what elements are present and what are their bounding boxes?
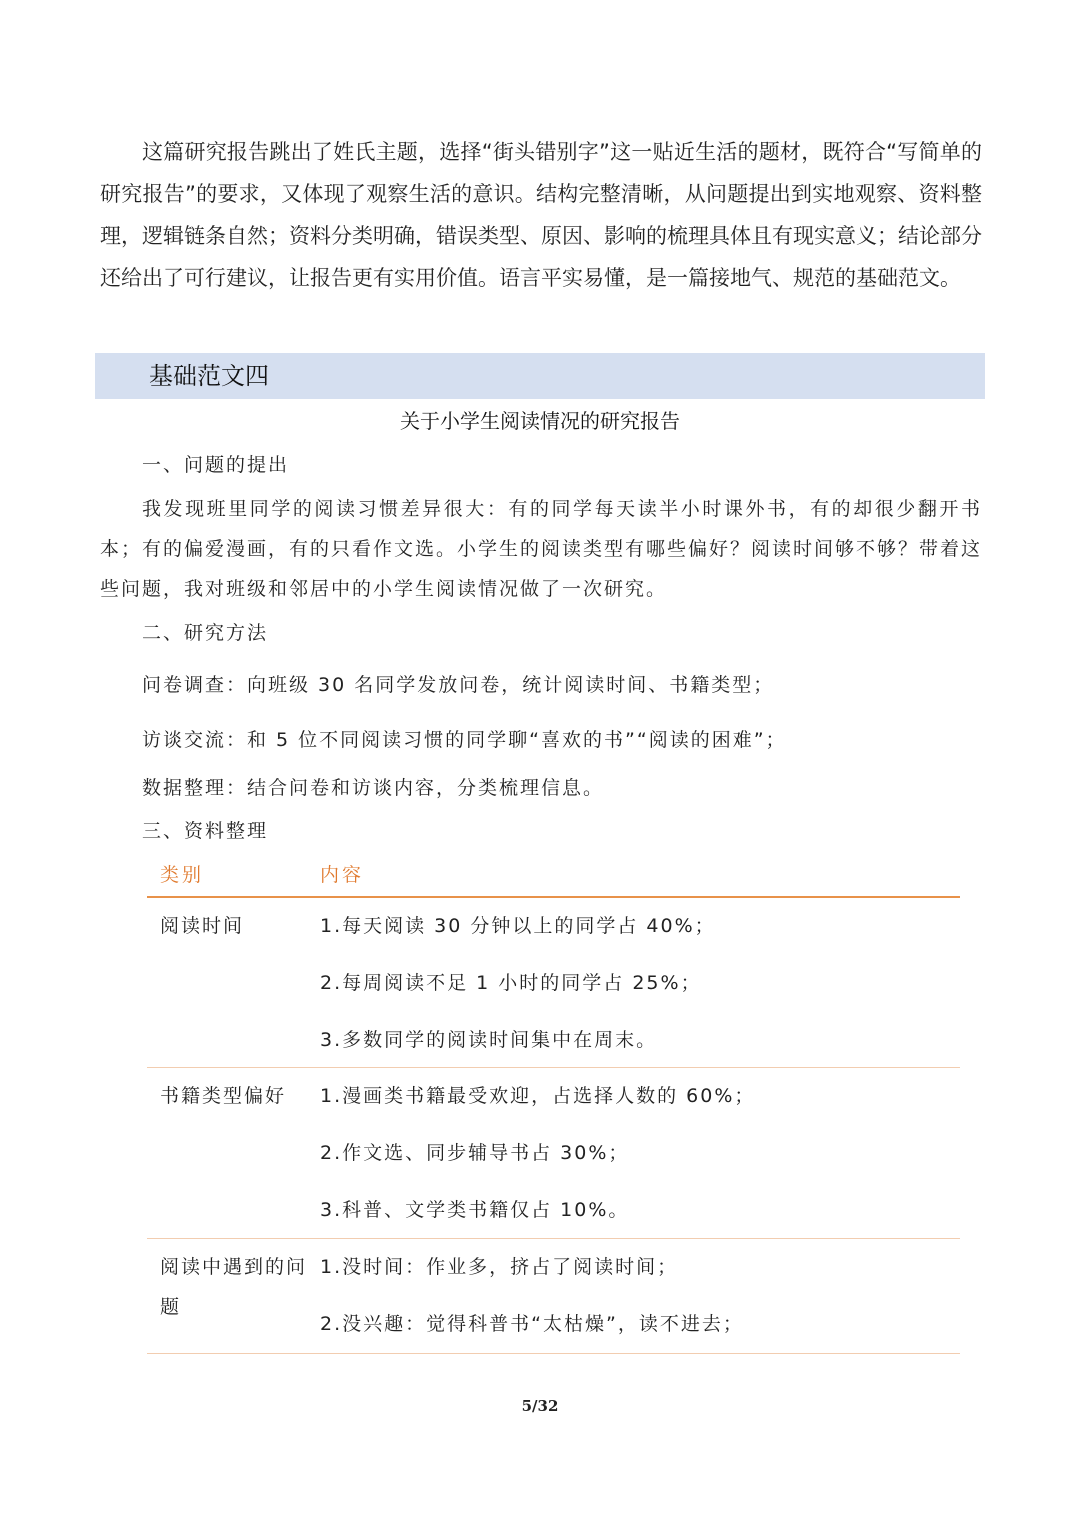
header-category: 类别	[160, 864, 205, 886]
table-row	[147, 1239, 960, 1354]
row-item: 1.每天阅读 30 分钟以上的同学占 40%；	[320, 915, 716, 937]
table-header	[147, 856, 960, 898]
method-item: 访谈交流：和 5 位不同阅读习惯的同学聊“喜欢的书”“阅读的困难”；	[142, 729, 787, 751]
page-number: 5/32	[521, 1397, 559, 1415]
section3-heading: 三、资料整理	[142, 820, 269, 842]
row-item: 2.没兴趣：觉得科普书“太枯燥”，读不进去；	[320, 1313, 744, 1335]
method-item: 数据整理：结合问卷和访谈内容，分类梳理信息。	[142, 777, 605, 799]
method-item: 问卷调查：向班级 30 名同学发放问卷，统计阅读时间、书籍类型；	[142, 674, 775, 696]
table-row	[147, 898, 960, 1068]
row-item: 1.没时间：作业多，挤占了阅读时间；	[320, 1256, 679, 1278]
header-content: 内容	[320, 864, 365, 886]
section-banner	[95, 353, 985, 399]
banner-title: 基础范文四	[149, 362, 269, 390]
row-items	[320, 912, 716, 1083]
table-row	[147, 1068, 960, 1239]
row-items	[320, 1082, 755, 1253]
row-category: 阅读中遇到的问题	[160, 1256, 308, 1318]
data-table	[147, 856, 960, 1354]
intro-paragraph: 这篇研究报告跳出了姓氏主题，选择“街头错别字”这一贴近生活的题材，既符合“写简单的研究报告”的要求，又体现了观察生活的意识。结构完整清晰，从问题提出到实地观察、资料整理，逻辑链条自然；资料分类明确，错误类型、原因、影响的梳理具体且有现实意义；结论部分还给出了可行建议，让报告更有实用价值。语言平实易懂，是一篇接地气、规范的基础范文。	[100, 140, 982, 290]
row-item: 3.科普、文学类书籍仅占 10%。	[320, 1199, 630, 1221]
section1-heading: 一、问题的提出	[142, 454, 290, 476]
row-items	[320, 1253, 744, 1367]
row-item: 3.多数同学的阅读时间集中在周末。	[320, 1029, 658, 1051]
row-item: 2.每周阅读不足 1 小时的同学占 25%；	[320, 972, 702, 994]
row-category: 书籍类型偏好	[160, 1085, 287, 1107]
row-item: 2.作文选、同步辅导书占 30%；	[320, 1142, 630, 1164]
row-category: 阅读时间	[160, 915, 245, 937]
row-item: 1.漫画类书籍最受欢迎，占选择人数的 60%；	[320, 1085, 756, 1107]
report-title: 关于小学生阅读情况的研究报告	[400, 409, 680, 433]
section2-heading: 二、研究方法	[142, 622, 269, 644]
section1-paragraph: 我发现班里同学的阅读习惯差异很大：有的同学每天读半小时课外书，有的却很少翻开书本；有的偏爱漫画，有的只看作文选。小学生的阅读类型有哪些偏好？阅读时间够不够？带着这些问题，我对班级和邻居中的小学生阅读情况做了一次研究。	[100, 498, 983, 600]
